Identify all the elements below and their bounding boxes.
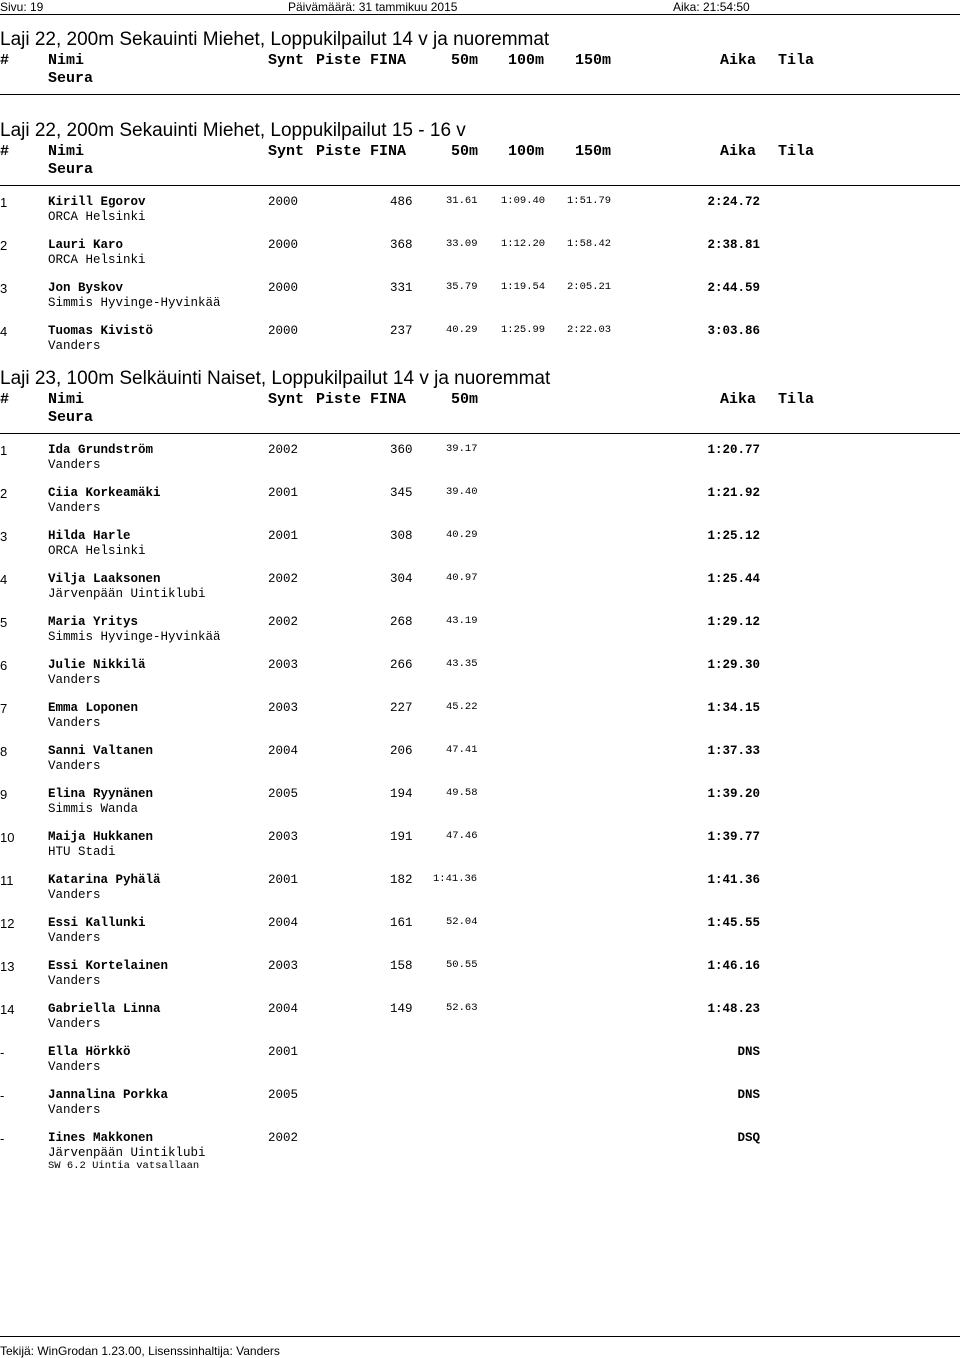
rank: 2 bbox=[0, 238, 8, 253]
final-time: 1:39.20 bbox=[707, 787, 760, 801]
final-time: DNS bbox=[737, 1045, 760, 1059]
footer-text: Tekijä: WinGrodan 1.23.00, Lisenssinhaltija: Vanders bbox=[0, 1344, 280, 1358]
split-50m: 35.79 bbox=[446, 281, 478, 293]
fina-points: 149 bbox=[390, 1002, 413, 1016]
print-time: Aika: 21:54:50 bbox=[673, 0, 750, 14]
column-header-1 bbox=[0, 52, 960, 88]
rank: 3 bbox=[0, 529, 8, 544]
final-time: 1:29.30 bbox=[707, 658, 760, 672]
split-50m: 1:41.36 bbox=[433, 873, 478, 885]
col-club: Seura bbox=[48, 161, 94, 178]
swimmer-name: Emma Loponen bbox=[48, 701, 139, 715]
fina-points: 161 bbox=[390, 916, 413, 930]
split-100m: 1:09.40 bbox=[501, 195, 546, 207]
split-50m: 49.58 bbox=[446, 787, 478, 799]
split-50m: 47.46 bbox=[446, 830, 478, 842]
final-time: 1:45.55 bbox=[707, 916, 760, 930]
rank: 3 bbox=[0, 281, 8, 296]
col-time: Aika bbox=[720, 52, 757, 69]
rank: - bbox=[0, 1131, 5, 1146]
fina-points: 345 bbox=[390, 486, 413, 500]
split-50m: 52.63 bbox=[446, 1002, 478, 1014]
birth-year: 2001 bbox=[268, 873, 299, 887]
rank: 9 bbox=[0, 787, 8, 802]
swimmer-name: Ciia Korkeamäki bbox=[48, 486, 161, 500]
club-name: Järvenpään Uintiklubi bbox=[48, 587, 206, 601]
result-row bbox=[0, 873, 960, 903]
club-name: Vanders bbox=[48, 1017, 101, 1031]
split-150m: 1:58.42 bbox=[567, 238, 612, 250]
club-name: Vanders bbox=[48, 458, 101, 472]
final-time: 1:39.77 bbox=[707, 830, 760, 844]
fina-points: 237 bbox=[390, 324, 413, 338]
swimmer-name: Kirill Egorov bbox=[48, 195, 146, 209]
page-number: Sivu: 19 bbox=[0, 0, 44, 14]
col-150m: 150m bbox=[575, 143, 612, 160]
result-row bbox=[0, 324, 960, 354]
fina-points: 266 bbox=[390, 658, 413, 672]
col-time: Aika bbox=[720, 143, 757, 160]
final-time: 1:29.12 bbox=[707, 615, 760, 629]
split-150m: 1:51.79 bbox=[567, 195, 612, 207]
split-50m: 45.22 bbox=[446, 701, 478, 713]
split-50m: 40.29 bbox=[446, 529, 478, 541]
split-150m: 2:05.21 bbox=[567, 281, 612, 293]
result-row bbox=[0, 744, 960, 774]
rank: 1 bbox=[0, 195, 8, 210]
col-50m: 50m bbox=[451, 52, 479, 69]
split-150m: 2:22.03 bbox=[567, 324, 612, 336]
birth-year: 2002 bbox=[268, 443, 299, 457]
result-row bbox=[0, 916, 960, 946]
result-row bbox=[0, 238, 960, 268]
result-row bbox=[0, 1045, 960, 1075]
section-divider bbox=[0, 185, 960, 186]
club-name: Vanders bbox=[48, 716, 101, 730]
col-time: Aika bbox=[720, 391, 757, 408]
split-50m: 43.19 bbox=[446, 615, 478, 627]
col-rank: # bbox=[0, 143, 10, 160]
result-row bbox=[0, 195, 960, 225]
rank: 10 bbox=[0, 830, 15, 845]
col-status: Tila bbox=[778, 143, 815, 160]
rank: 11 bbox=[0, 873, 14, 888]
birth-year: 2003 bbox=[268, 658, 299, 672]
final-time: 2:38.81 bbox=[707, 238, 760, 252]
birth-year: 2003 bbox=[268, 959, 299, 973]
col-50m: 50m bbox=[451, 143, 479, 160]
birth-year: 2001 bbox=[268, 1045, 299, 1059]
final-time: 1:25.12 bbox=[707, 529, 760, 543]
result-row bbox=[0, 1002, 960, 1032]
fina-points: 368 bbox=[390, 238, 413, 252]
birth-year: 2000 bbox=[268, 238, 299, 252]
split-50m: 43.35 bbox=[446, 658, 478, 670]
col-100m: 100m bbox=[508, 143, 545, 160]
final-time: 1:34.15 bbox=[707, 701, 760, 715]
fina-points: 308 bbox=[390, 529, 413, 543]
club-name: Vanders bbox=[48, 888, 101, 902]
swimmer-name: Jon Byskov bbox=[48, 281, 124, 295]
birth-year: 2001 bbox=[268, 529, 299, 543]
final-time: 2:24.72 bbox=[707, 195, 760, 209]
split-100m: 1:12.20 bbox=[501, 238, 546, 250]
col-name: Nimi bbox=[48, 391, 85, 408]
club-name: Vanders bbox=[48, 931, 101, 945]
fina-points: 227 bbox=[390, 701, 413, 715]
fina-points: 158 bbox=[390, 959, 413, 973]
birth-year: 2004 bbox=[268, 744, 299, 758]
column-header-2 bbox=[0, 143, 960, 179]
col-club: Seura bbox=[48, 409, 94, 426]
swimmer-name: Katarina Pyhälä bbox=[48, 873, 161, 887]
birth-year: 2003 bbox=[268, 701, 299, 715]
col-rank: # bbox=[0, 391, 10, 408]
swimmer-name: Tuomas Kivistö bbox=[48, 324, 154, 338]
birth-year: 2002 bbox=[268, 572, 299, 586]
swimmer-name: Julie Nikkilä bbox=[48, 658, 146, 672]
club-name: Vanders bbox=[48, 501, 101, 515]
birth-year: 2003 bbox=[268, 830, 299, 844]
result-row bbox=[0, 486, 960, 516]
club-name: ORCA Helsinki bbox=[48, 544, 146, 558]
event-title-1: Laji 22, 200m Sekauinti Miehet, Loppukilpailut 14 v ja nuoremmat bbox=[0, 29, 550, 50]
rank: 13 bbox=[0, 959, 15, 974]
final-time: 1:46.16 bbox=[707, 959, 760, 973]
club-name: HTU Stadi bbox=[48, 845, 116, 859]
col-100m: 100m bbox=[508, 52, 545, 69]
fina-points: 182 bbox=[390, 873, 413, 887]
final-time: 2:44.59 bbox=[707, 281, 760, 295]
fina-points: 206 bbox=[390, 744, 413, 758]
col-status: Tila bbox=[778, 391, 815, 408]
rank: 4 bbox=[0, 572, 8, 587]
club-name: Järvenpään Uintiklubi bbox=[48, 1146, 206, 1160]
fina-points: 268 bbox=[390, 615, 413, 629]
swimmer-name: Jannalina Porkka bbox=[48, 1088, 169, 1102]
rank: - bbox=[0, 1045, 5, 1060]
final-time: 1:20.77 bbox=[707, 443, 760, 457]
birth-year: 2004 bbox=[268, 916, 299, 930]
swimmer-name: Sanni Valtanen bbox=[48, 744, 154, 758]
result-row bbox=[0, 1131, 960, 1172]
swimmer-name: Lauri Karo bbox=[48, 238, 124, 252]
col-year: Synt bbox=[268, 391, 305, 408]
final-time: 1:21.92 bbox=[707, 486, 760, 500]
birth-year: 2000 bbox=[268, 324, 299, 338]
rank: 14 bbox=[0, 1002, 15, 1017]
rank: 4 bbox=[0, 324, 8, 339]
split-50m: 40.29 bbox=[446, 324, 478, 336]
col-points: Piste FINA bbox=[316, 391, 407, 408]
fina-points: 194 bbox=[390, 787, 413, 801]
disqualification-note: SW 6.2 Uintia vatsallaan bbox=[48, 1160, 200, 1172]
fina-points: 331 bbox=[390, 281, 413, 295]
section-divider bbox=[0, 94, 960, 95]
final-time: 1:41.36 bbox=[707, 873, 760, 887]
result-row bbox=[0, 787, 960, 817]
page-header bbox=[0, 0, 960, 14]
rank: - bbox=[0, 1088, 5, 1103]
club-name: Vanders bbox=[48, 1060, 101, 1074]
final-time: DSQ bbox=[737, 1131, 760, 1145]
col-club: Seura bbox=[48, 70, 94, 87]
result-row bbox=[0, 701, 960, 731]
club-name: Simmis Wanda bbox=[48, 802, 139, 816]
club-name: Vanders bbox=[48, 339, 101, 353]
swimmer-name: Iines Makkonen bbox=[48, 1131, 154, 1145]
col-150m: 150m bbox=[575, 52, 612, 69]
rank: 5 bbox=[0, 615, 8, 630]
club-name: Vanders bbox=[48, 1103, 101, 1117]
result-row bbox=[0, 959, 960, 989]
swimmer-name: Maija Hukkanen bbox=[48, 830, 154, 844]
club-name: Vanders bbox=[48, 759, 101, 773]
result-row bbox=[0, 443, 960, 473]
split-50m: 31.61 bbox=[446, 195, 478, 207]
swimmer-name: Hilda Harle bbox=[48, 529, 131, 543]
club-name: Vanders bbox=[48, 673, 101, 687]
result-row bbox=[0, 572, 960, 602]
col-year: Synt bbox=[268, 52, 305, 69]
result-row bbox=[0, 615, 960, 645]
result-row bbox=[0, 1088, 960, 1118]
rank: 7 bbox=[0, 701, 8, 716]
split-50m: 40.97 bbox=[446, 572, 478, 584]
birth-year: 2000 bbox=[268, 281, 299, 295]
club-name: Vanders bbox=[48, 974, 101, 988]
birth-year: 2004 bbox=[268, 1002, 299, 1016]
split-50m: 39.17 bbox=[446, 443, 478, 455]
club-name: Simmis Hyvinge-Hyvinkää bbox=[48, 296, 221, 310]
final-time: 1:37.33 bbox=[707, 744, 760, 758]
fina-points: 360 bbox=[390, 443, 413, 457]
split-100m: 1:19.54 bbox=[501, 281, 546, 293]
birth-year: 2000 bbox=[268, 195, 299, 209]
swimmer-name: Elina Ryynänen bbox=[48, 787, 154, 801]
fina-points: 304 bbox=[390, 572, 413, 586]
result-row bbox=[0, 830, 960, 860]
split-50m: 33.09 bbox=[446, 238, 478, 250]
split-50m: 50.55 bbox=[446, 959, 478, 971]
event-title-3: Laji 23, 100m Selkäuinti Naiset, Loppukilpailut 14 v ja nuoremmat bbox=[0, 368, 551, 389]
club-name: Simmis Hyvinge-Hyvinkää bbox=[48, 630, 221, 644]
rank: 12 bbox=[0, 916, 15, 931]
birth-year: 2002 bbox=[268, 615, 299, 629]
final-time: 3:03.86 bbox=[707, 324, 760, 338]
swimmer-name: Ida Grundström bbox=[48, 443, 154, 457]
club-name: ORCA Helsinki bbox=[48, 253, 146, 267]
footer-divider bbox=[0, 1336, 960, 1337]
final-time: DNS bbox=[737, 1088, 760, 1102]
col-50m: 50m bbox=[451, 391, 479, 408]
col-year: Synt bbox=[268, 143, 305, 160]
print-date: Päivämäärä: 31 tammikuu 2015 bbox=[288, 0, 458, 14]
rank: 6 bbox=[0, 658, 8, 673]
result-row bbox=[0, 529, 960, 559]
col-name: Nimi bbox=[48, 52, 85, 69]
fina-points: 486 bbox=[390, 195, 413, 209]
result-row bbox=[0, 281, 960, 311]
birth-year: 2005 bbox=[268, 1088, 299, 1102]
section-divider bbox=[0, 433, 960, 434]
swimmer-name: Vilja Laaksonen bbox=[48, 572, 161, 586]
col-status: Tila bbox=[778, 52, 815, 69]
header-divider bbox=[0, 14, 960, 15]
birth-year: 2001 bbox=[268, 486, 299, 500]
rank: 2 bbox=[0, 486, 8, 501]
birth-year: 2005 bbox=[268, 787, 299, 801]
swimmer-name: Gabriella Linna bbox=[48, 1002, 161, 1016]
swimmer-name: Maria Yritys bbox=[48, 615, 139, 629]
swimmer-name: Essi Kallunki bbox=[48, 916, 146, 930]
split-100m: 1:25.99 bbox=[501, 324, 546, 336]
swimmer-name: Ella Hörkkö bbox=[48, 1045, 131, 1059]
col-points: Piste FINA bbox=[316, 143, 407, 160]
rank: 1 bbox=[0, 443, 8, 458]
column-header-3 bbox=[0, 391, 960, 427]
club-name: ORCA Helsinki bbox=[48, 210, 146, 224]
col-rank: # bbox=[0, 52, 10, 69]
col-points: Piste FINA bbox=[316, 52, 407, 69]
result-row bbox=[0, 658, 960, 688]
final-time: 1:48.23 bbox=[707, 1002, 760, 1016]
split-50m: 39.40 bbox=[446, 486, 478, 498]
event-title-2: Laji 22, 200m Sekauinti Miehet, Loppukilpailut 15 - 16 v bbox=[0, 120, 466, 141]
final-time: 1:25.44 bbox=[707, 572, 760, 586]
fina-points: 191 bbox=[390, 830, 413, 844]
split-50m: 52.04 bbox=[446, 916, 478, 928]
col-name: Nimi bbox=[48, 143, 85, 160]
rank: 8 bbox=[0, 744, 8, 759]
birth-year: 2002 bbox=[268, 1131, 299, 1145]
swimmer-name: Essi Kortelainen bbox=[48, 959, 169, 973]
split-50m: 47.41 bbox=[446, 744, 478, 756]
